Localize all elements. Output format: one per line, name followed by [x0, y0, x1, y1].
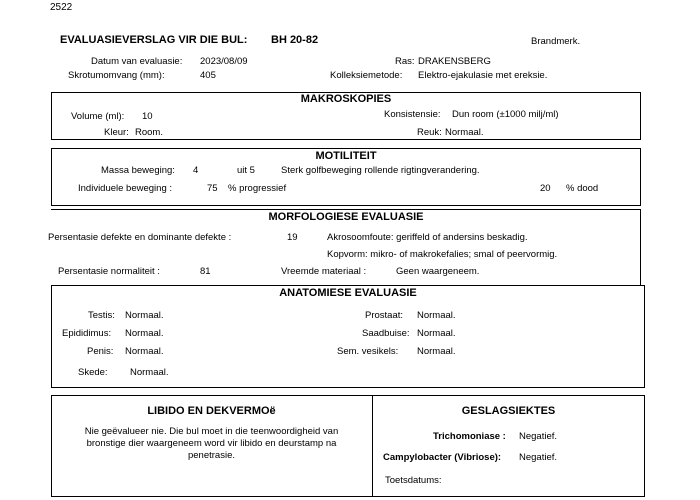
bull-id: BH 20-82: [271, 34, 319, 46]
libido-heading: LIBIDO EN DEKVERMOë: [147, 405, 276, 417]
penis-value: Normaal.: [125, 346, 164, 357]
libido-text-line-2: bronstige dier waargeneem word vir libido en deurstamp na: [86, 438, 337, 449]
evaluation-date-label: Datum van evaluasie:: [91, 56, 183, 67]
mass-movement-scale: uit 5: [237, 165, 255, 176]
collection-method-value: Elektro-ejakulasie met ereksie.: [418, 70, 548, 81]
macroscopic-heading: MAKROSKOPIES: [300, 93, 392, 105]
libido-text-line-3: penetrasie.: [187, 450, 235, 461]
evaluation-date-value: 2023/08/09: [200, 56, 248, 67]
individual-movement-value: 75: [207, 183, 218, 194]
individual-movement-unit: % progressief: [228, 183, 287, 194]
consistency-value: Dun room (±1000 milj/ml): [452, 109, 559, 120]
volume-value: 10: [142, 111, 153, 122]
defects-value: 19: [287, 232, 298, 243]
epididymis-value: Normaal.: [125, 328, 164, 339]
report-title: EVALUASIEVERSLAG VIR DIE BUL:: [60, 34, 248, 46]
document-number: 2522: [50, 2, 73, 13]
prostate-value: Normaal.: [417, 310, 456, 321]
campylobacter-label: Campylobacter (Vibriose):: [383, 452, 502, 463]
trichomoniasis-label: Trichomoniase :: [433, 431, 506, 442]
mass-movement-label: Massa beweging:: [101, 165, 175, 176]
libido-text-line-1: Nie geëvalueer nie. Die bul moet in die teenwoordigheid van: [84, 426, 339, 437]
sheath-label: Skede:: [78, 367, 108, 378]
normality-value: 81: [200, 266, 211, 277]
penis-label: Penis:: [87, 346, 114, 357]
consistency-label: Konsistensie:: [384, 109, 441, 120]
seminal-ducts-label: Saadbuise:: [362, 328, 410, 339]
foreign-material-label: Vreemde materiaal :: [281, 266, 367, 277]
head-shape-defects: Kopvorm: mikro- of makrokefalies; smal of peervormig.: [327, 249, 558, 260]
test-dates-label: Toetsdatums:: [385, 475, 442, 486]
breed-label: Ras:: [395, 56, 415, 67]
collection-method-label: Kolleksiemetode:: [330, 70, 403, 81]
scrotum-value: 405: [200, 70, 216, 81]
seminal-vesicles-label: Sem. vesikels:: [337, 346, 399, 357]
dead-unit: % dood: [566, 183, 599, 194]
individual-movement-label: Individuele beweging :: [78, 183, 173, 194]
morphology-heading: MORFOLOGIESE EVALUASIE: [268, 211, 424, 223]
dead-value: 20: [540, 183, 551, 194]
motility-heading: MOTILITEIT: [315, 150, 377, 162]
testis-label: Testis:: [88, 310, 115, 321]
breed-value: DRAKENSBERG: [418, 56, 491, 67]
scrotum-label: Skrotumomvang (mm):: [68, 70, 165, 81]
diseases-heading: GESLAGSIEKTES: [461, 405, 556, 417]
trichomoniasis-value: Negatief.: [519, 431, 558, 442]
prostate-label: Prostaat:: [365, 310, 404, 321]
colour-label: Kleur:: [104, 127, 129, 138]
testis-value: Normaal.: [125, 310, 164, 321]
defects-label: Persentasie defekte en dominante defekte :: [48, 232, 232, 243]
brand-mark-label: Brandmerk.: [531, 36, 581, 47]
morphology-top-border: [51, 209, 641, 210]
normality-label: Persentasie normaliteit :: [58, 266, 160, 277]
sheath-value: Normaal.: [130, 367, 169, 378]
foreign-material-value: Geen waargeneem.: [396, 266, 480, 277]
seminal-vesicles-value: Normaal.: [417, 346, 456, 357]
acrosome-defects: Akrosoomfoute: geriffeld of andersins beskadig.: [327, 232, 528, 243]
anatomy-heading: ANATOMIESE EVALUASIE: [279, 287, 417, 299]
mass-movement-value: 4: [193, 165, 199, 176]
epididymis-label: Epididimus:: [62, 328, 112, 339]
smell-value: Normaal.: [445, 127, 484, 138]
colour-value: Room.: [135, 127, 163, 138]
campylobacter-value: Negatief.: [519, 452, 558, 463]
seminal-ducts-value: Normaal.: [417, 328, 456, 339]
mass-movement-description: Sterk golfbeweging rollende rigtingverandering.: [281, 165, 480, 176]
smell-label: Reuk:: [417, 127, 442, 138]
volume-label: Volume (ml):: [71, 111, 125, 122]
